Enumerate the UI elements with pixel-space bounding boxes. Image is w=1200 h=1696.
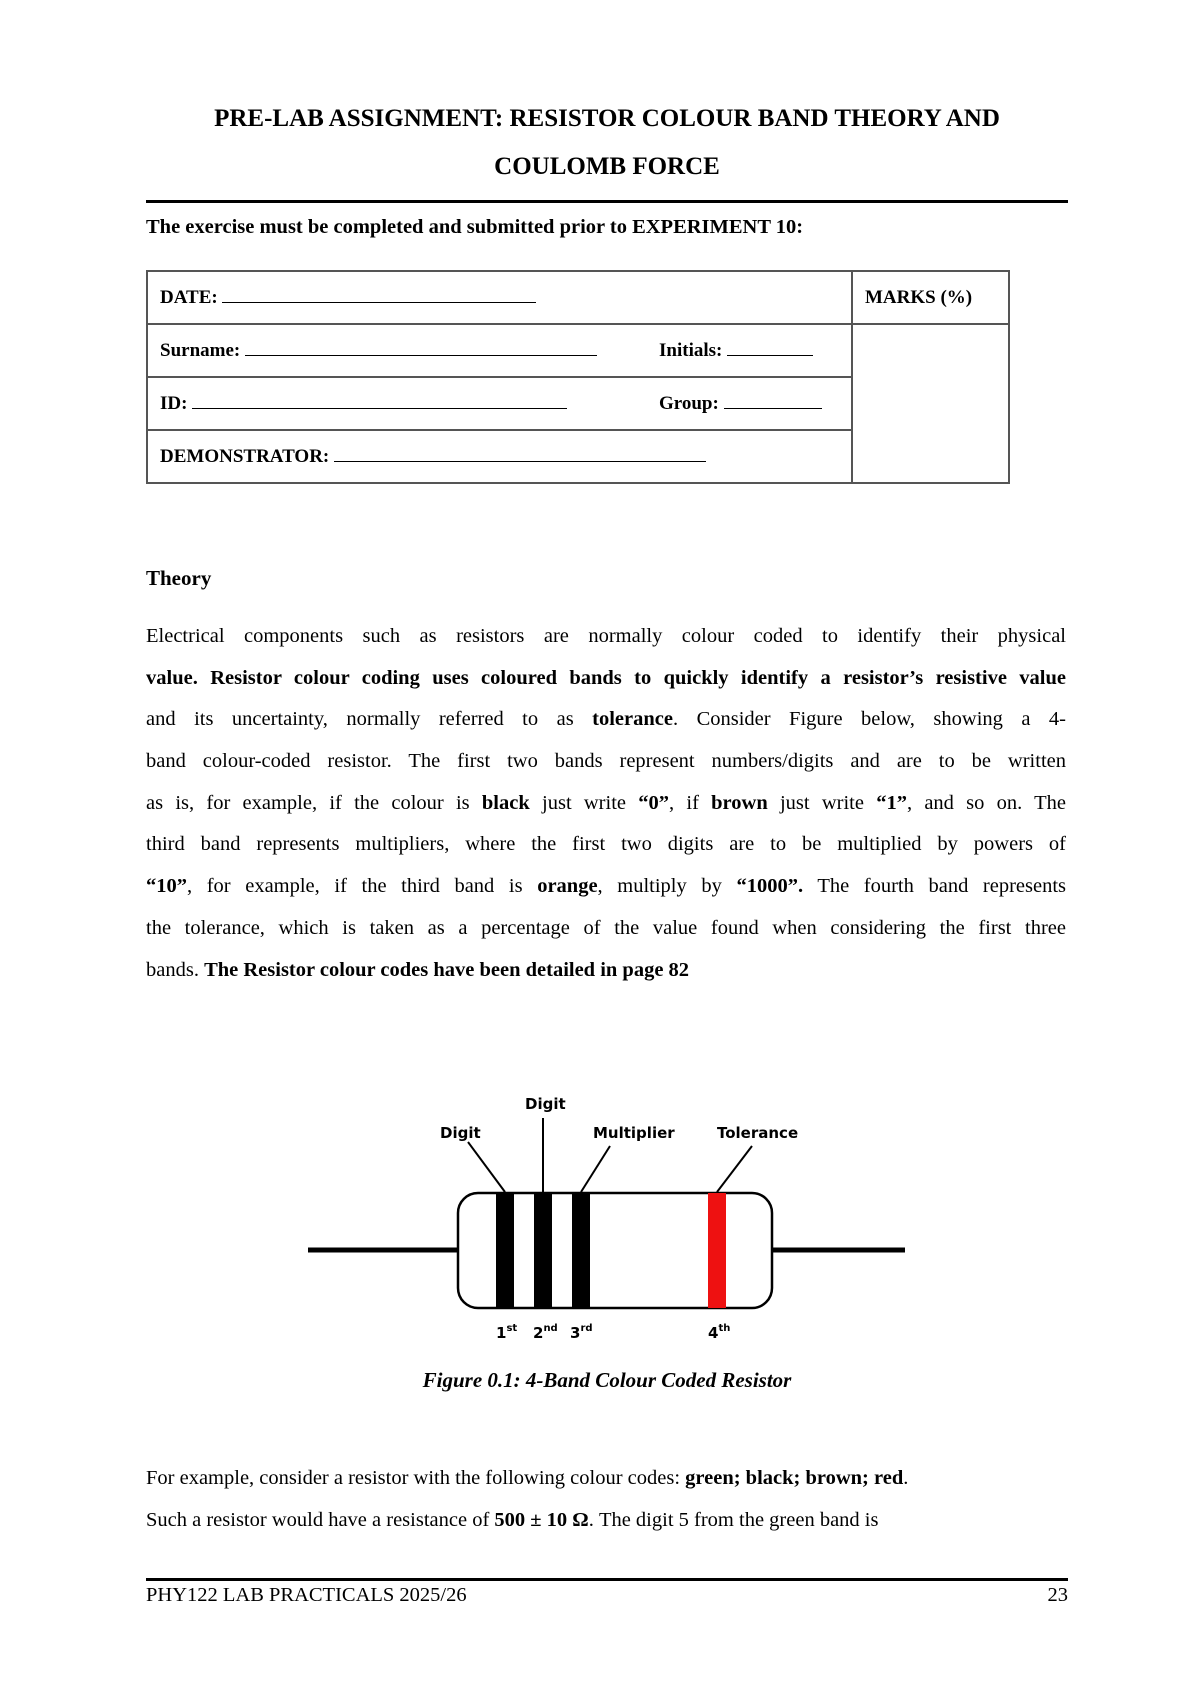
- title-line-1: PRE-LAB ASSIGNMENT: RESISTOR COLOUR BAND THEORY AND: [214, 105, 1000, 132]
- resistor-figure: [300, 1080, 920, 1350]
- para-line: value. Resistor colour coding uses coloured bands to quickly identify a resistor’s resistive value: [146, 666, 1066, 689]
- footer-rule: [146, 1578, 1068, 1581]
- surname-label: Surname:: [160, 340, 241, 361]
- para-line: the tolerance, which is taken as a percentage of the value found when considering the first three: [146, 916, 1066, 939]
- band-number-1: 1st: [496, 1323, 518, 1342]
- theory-paragraph: [146, 616, 1066, 991]
- footer-course: PHY122 LAB PRACTICALS 2025/26: [146, 1584, 467, 1606]
- demonstrator-label: DEMONSTRATOR:: [160, 446, 330, 467]
- group-blank[interactable]: [724, 392, 822, 409]
- para-line: band colour-coded resistor. The first two bands represent numbers/digits and are to be written: [146, 750, 1066, 773]
- para-line: third band represents multipliers, where the first two digits are to be multiplied by powers of: [146, 833, 1066, 856]
- para-line: “10”, for example, if the third band is orange, multiply by “1000”. The fourth band represents: [146, 875, 1067, 898]
- initials-label: Initials:: [659, 340, 723, 361]
- pointer-multiplier: [581, 1146, 610, 1192]
- para-line: as is, for example, if the colour is black just write “0”, if brown just write “1”, and so on. The: [146, 791, 1067, 814]
- title-line-2: COULOMB FORCE: [494, 153, 720, 180]
- label-tolerance: Tolerance: [717, 1124, 799, 1142]
- pointer-digit-1: [468, 1142, 505, 1192]
- band-4-tolerance: [708, 1193, 726, 1308]
- label-digit-2: Digit: [525, 1095, 566, 1113]
- band-number-2: 2nd: [533, 1323, 558, 1342]
- marks-box[interactable]: [852, 324, 1009, 483]
- para-line: bands. The Resistor colour codes have been detailed in page 82: [146, 958, 690, 981]
- band-3-multiplier: [572, 1193, 590, 1308]
- page-number: 23: [1047, 1584, 1068, 1606]
- para-line: and its uncertainty, normally referred to as tolerance. Consider Figure below, showing a 4-: [146, 708, 1066, 731]
- date-cell[interactable]: [147, 271, 852, 324]
- pointer-tolerance: [717, 1146, 752, 1192]
- id-cell: [147, 377, 852, 430]
- band-2-digit: [534, 1193, 552, 1308]
- para-line: Such a resistor would have a resistance of 500 ± 10 Ω. The digit 5 from the green band is: [146, 1508, 879, 1531]
- para-line: Electrical components such as resistors are normally colour coded to identify their physical: [146, 625, 1066, 647]
- initials-blank[interactable]: [727, 339, 813, 356]
- label-digit-1: Digit: [440, 1124, 481, 1142]
- demonstrator-cell: [147, 430, 852, 483]
- band-number-3: 3rd: [570, 1323, 593, 1342]
- id-blank[interactable]: [192, 392, 567, 409]
- label-multiplier: Multiplier: [593, 1124, 675, 1142]
- band-1-digit: [496, 1193, 514, 1308]
- date-blank[interactable]: [222, 286, 536, 303]
- figure-caption: Figure 0.1: 4-Band Colour Coded Resistor: [422, 1368, 792, 1392]
- example-paragraph: [146, 1458, 1068, 1541]
- surname-cell: [147, 324, 852, 377]
- demonstrator-blank[interactable]: [334, 445, 706, 462]
- date-label: DATE:: [160, 287, 218, 308]
- page-title: [146, 95, 1068, 191]
- surname-blank[interactable]: [245, 339, 597, 356]
- marks-header: MARKS (%): [852, 271, 1009, 324]
- submission-note: The exercise must be completed and submitted prior to EXPERIMENT 10:: [146, 216, 804, 238]
- band-number-4: 4th: [708, 1323, 731, 1342]
- group-label: Group:: [659, 393, 719, 414]
- title-rule: [146, 200, 1068, 203]
- id-label: ID:: [160, 393, 188, 414]
- student-info-form: [146, 270, 1010, 484]
- para-line: For example, consider a resistor with the following colour codes: green; black; brown; red.: [146, 1467, 909, 1489]
- theory-heading: Theory: [146, 566, 212, 590]
